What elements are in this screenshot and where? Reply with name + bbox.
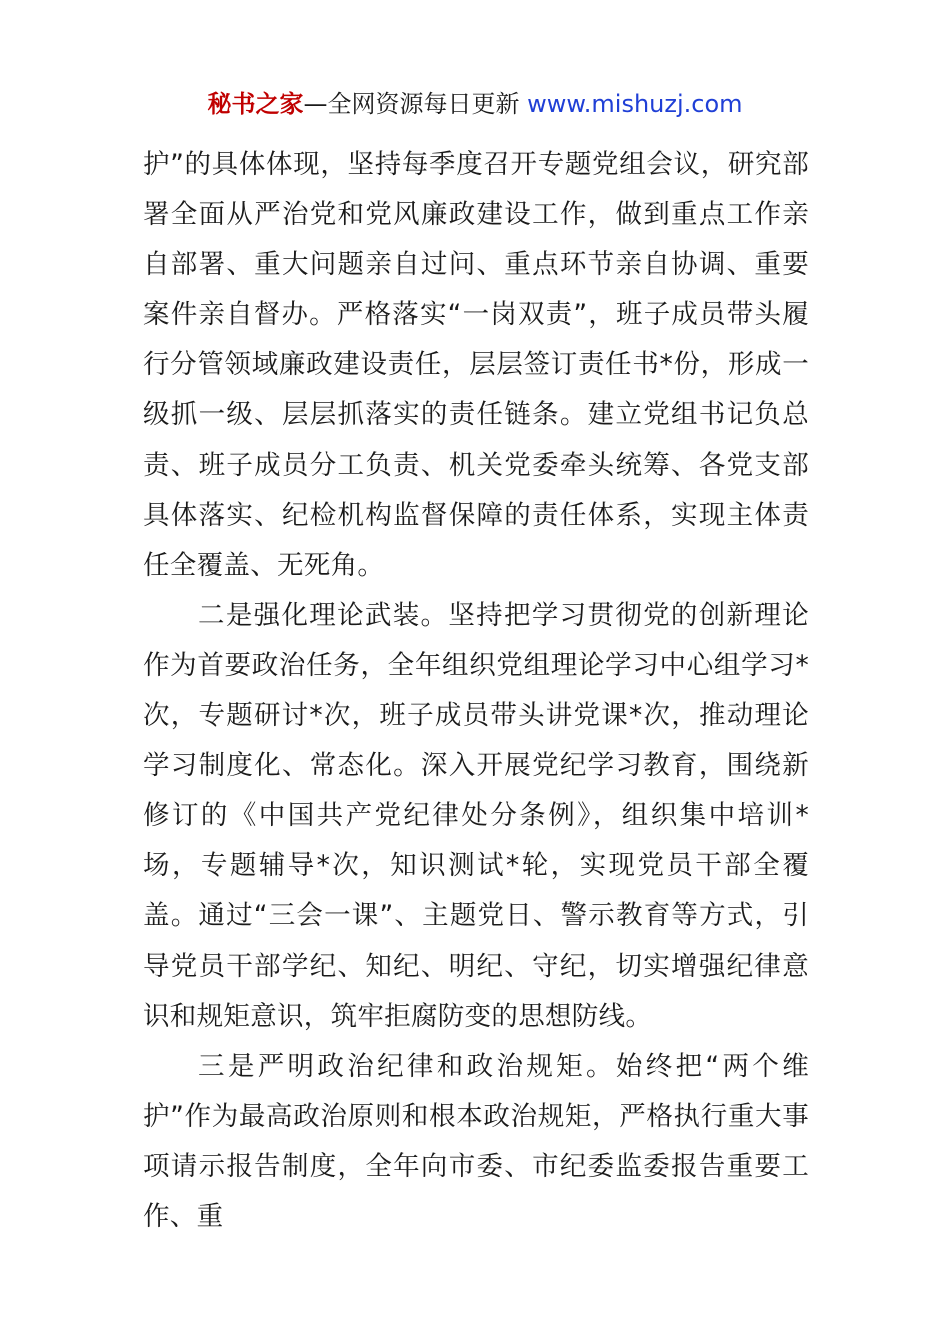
site-url-link[interactable]: www.mishuzj.com xyxy=(527,90,743,118)
brand-name: 秘书之家 xyxy=(207,90,304,118)
header-tagline: —全网资源每日更新 xyxy=(303,90,528,118)
page-header xyxy=(0,86,950,122)
document-body xyxy=(143,140,809,1242)
paragraph-theory-study: 二是强化理论武装。坚持把学习贯彻党的创新理论作为首要政治任务，全年组织党组理论学习中心组学习*次，专题研讨*次，班子成员带头讲党课*次，推动理论学习制度化、常态化。深入开展党纪学习教育，围绕新修订的《中国共产党纪律处分条例》，组织集中培训*场，专题辅导*次，知识测试*轮，实现党员干部全覆盖。通过“三会一课”、主题党日、警示教育等方式，引导党员干部学纪、知纪、明纪、守纪，切实增强纪律意识和规矩意识，筑牢拒腐防变的思想防线。 xyxy=(143,599,809,1032)
paragraph-continued: 护”的具体体现，坚持每季度召开专题党组会议，研究部署全面从严治党和党风廉政建设工作，做到重点工作亲自部署、重大问题亲自过问、重点环节亲自协调、重要案件亲自督办。严格落实“一岗双责”，班子成员带头履行分管领域廉政建设责任，层层签订责任书*份，形成一级抓一级、层层抓落实的责任链条。建立党组书记负总责、班子成员分工负责、机关党委牵头统筹、各党支部具体落实、纪检机构监督保障的责任体系，实现主体责任全覆盖、无死角。 xyxy=(143,149,809,581)
paragraph-political-discipline: 三是严明政治纪律和政治规矩。始终把“两个维护”作为最高政治原则和根本政治规矩，严格执行重大事项请示报告制度，全年向市委、市纪委监委报告重要工作、重 xyxy=(143,1050,809,1232)
